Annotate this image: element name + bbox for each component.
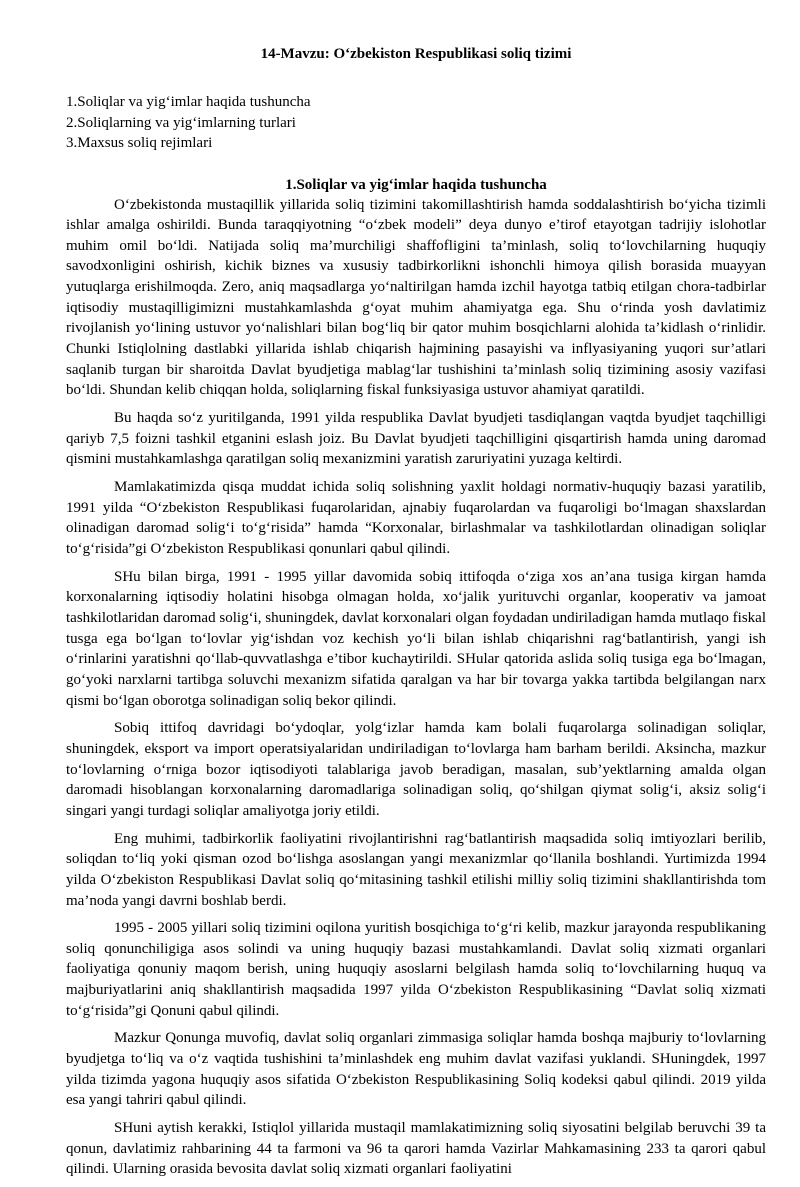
plan-item-1: 1.Soliqlar va yig‘imlar haqida tushuncha bbox=[66, 94, 311, 110]
paragraph-7: 1995 - 2005 yillari soliq tizimini oqilona yuritish bosqichiga to‘g‘ri kelib, mazkur jarayonda respublikaning soliq qonunchiligiga asos solindi va uning huquqiy bazasi mustahkamlandi. Davlat soliq xizmati organlari faoliyatiga qonuniy maqom berish, uning huquqiy asoslarni belgilash hamda soliq to‘lovchilarning huquq va majburiyatlarini aniq shakllantirish maqsadida 1997 yilda O‘zbekiston Respublikasining “Davlat soliq xizmati to‘g‘risida”gi Qonuni qabul qilindi. bbox=[66, 920, 766, 1019]
section-heading: 1.Soliqlar va yig‘imlar haqida tushuncha bbox=[285, 176, 547, 193]
paragraph-6: Eng muhimi, tadbirkorlik faoliyatini rivojlantirishni rag‘batlantirish maqsadida soliq imtiyozlari berilib, soliqdan to‘liq yoki qisman ozod bo‘lishga asoslangan yangi mexanizmlar qo‘llanila boshlandi. Yurtimizda 1994 yilda O‘zbekiston Respublikasi Davlat soliq qo‘mitasining tashkil etilishi milliy soliq tizimini shakllantirishda tom ma’noda yangi davrni boshlab berdi. bbox=[66, 830, 766, 909]
paragraph-3: Mamlakatimizda qisqa muddat ichida soliq solishning yaxlit holdagi normativ-huquqiy bazasi yaratilib, 1991 yilda “O‘zbekiston Respublikasi fuqarolaridan, ajnabiy fuqarolardan va fuqaroligi bo‘lmagan shaxslardan olinadigan daromad solig‘i to‘g‘risida” hamda “Korxonalar, birlashmalar va tashkilotlardan olinadigan soliqlar to‘g‘risida”gi O‘zbekiston Respublikasi qonunlari qabul qilindi. bbox=[66, 479, 766, 557]
topic-plan-list bbox=[66, 92, 766, 154]
paragraph-4: SHu bilan birga, 1991 - 1995 yillar davomida sobiq ittifoqda o‘ziga xos an’ana tusiga kirgan hamda korxonalarning iqtisodiy holatini hisobga olmagan holda, xo‘jalik yurituvchi organlar, kooperativ va jamoat tashkilotlaridan daromad solig‘i, shuningdek, davlat korxonalari olgan foydadan undiriladigan hamda mutlaqo fiskal tusga ega bo‘lgan to‘lovlar yig‘ishdan voz kechish yo‘li bilan ishlab chiqarishni rag‘batlantirish, yangi ish o‘rinlarini yaratishni qo‘llab-quvvatlashga e’tibor kuchaytirildi. SHular qatorida aslida soliq tusiga ega bo‘lmagan, go‘yoki narxlarni tartibga soluvchi mexanizm sifatida qaralgan va har bir tovarga yakka tartibda belgilangan narx qismi bo‘lgan oborotga solinadigan soliq bekor qilindi. bbox=[66, 568, 766, 709]
paragraph-5: Sobiq ittifoq davridagi bo‘ydoqlar, yolg‘izlar hamda kam bolali fuqarolarga solinadigan soliqlar, shuningdek, eksport va import operatsiyalaridan undiriladigan to‘lovlarga ham barham berildi. Aksincha, mazkur to‘lovlarning o‘rniga bozor iqtisodiyoti talablariga javob beradigan, masalan, sub’yektlarning amalda olgan daromadi hisoblangan korxonalarning daromadlariga solinadigan soliq, qo‘shilgan qiymat solig‘i, aksiz solig‘i singari yangi turdagi soliqlar amaliyotga joriy etildi. bbox=[66, 720, 766, 819]
document-title: 14-Mavzu: O‘zbekiston Respublikasi soliq tizimi bbox=[260, 46, 572, 62]
plan-item-3: 3.Maxsus soliq rejimlari bbox=[66, 135, 213, 151]
paragraph-9: SHuni aytish kerakki, Istiqlol yillarida mustaqil mamlakatimizning soliq siyosatini belgilab beruvchi 39 ta qonun, davlatimiz rahbarining 44 ta farmoni va 96 ta qarori hamda Vazirlar Mahkamasining 233 ta qarori qabul qilindi. Ularning orasida bevosita davlat soliq xizmati organlari faoliyatini bbox=[66, 1120, 766, 1178]
plan-item-2: 2.Soliqlarning va yig‘imlarning turlari bbox=[66, 114, 296, 131]
paragraph-1: O‘zbekistonda mustaqillik yillarida soliq tizimini takomillashtirish hamda soddalashtirish bo‘yicha tizimli ishlar amalga oshirildi. Bunda taraqqiyotning “o‘zbek modeli” deya dunyo e’tirof etayotgan tadrijiy islohotlar muhim omil bo‘ldi. Natijada soliq ma’murchiligi shaffofligini ta’minlash, soliq to‘lovchilarning huquqiy savodxonligini oshirish, kichik biznes va xususiy tadbirkorlikni ishonchli himoya qilish borasida muayyan yutuqlarga erishilmoqda. Zero, aniq maqsadlarga yo‘naltirilgan hamda izchil hayotga tatbiq etilgan chora-tadbirlar iqtisodiy mustaqilligimizni mustahkamlashda g‘oyat muhim ahamiyatga ega. Shu o‘rinda yosh davlatimiz rivojlanish yo‘lining ustuvor yo‘nalishlari bilan bog‘liq bir qator muhim bosqichlarni alohida ta’kidlash o‘rinlidir. Chunki Istiqlolning dastlabki yillarida ishlab chiqarish hajmining pasayishi va inflyasiyaning yuqori sur’atlari saqlanib turgan bir sharoitda Davlat byudjetiga mablag‘lar tushishini ta’minlash soliq tizimining asosiy vazifasi bo‘ldi. Shundan kelib chiqqan holda, soliqlarning fiskal funksiyasiga ustuvor ahamiyat qaratildi. bbox=[66, 196, 766, 399]
document-page bbox=[66, 44, 766, 1187]
paragraph-8: Mazkur Qonunga muvofiq, davlat soliq organlari zimmasiga soliqlar hamda boshqa majburiy to‘lovlarning byudjetga to‘liq va o‘z vaqtida tushishini ta’minlashdek eng muhim davlat vazifasi yuklandi. SHuningdek, 1997 yilda tizimda yagona huquqiy asos sifatida O‘zbekiston Respublikasining Soliq kodeksi qabul qilindi. 2019 yilda esa yangi tahriri qabul qilindi. bbox=[66, 1030, 766, 1109]
paragraph-2: Bu haqda so‘z yuritilganda, 1991 yilda respublika Davlat byudjeti tasdiqlangan vaqtda byudjet taqchilligi qariyb 7,5 foizni tashkil etganini eslash joiz. Bu Davlat byudjeti taqchilligini qisqartirish hamda uning daromad qismini mustahkamlashga qaratilgan soliq mexanizmini yaratish zaruriyatini yuzaga keltirdi. bbox=[66, 410, 766, 468]
